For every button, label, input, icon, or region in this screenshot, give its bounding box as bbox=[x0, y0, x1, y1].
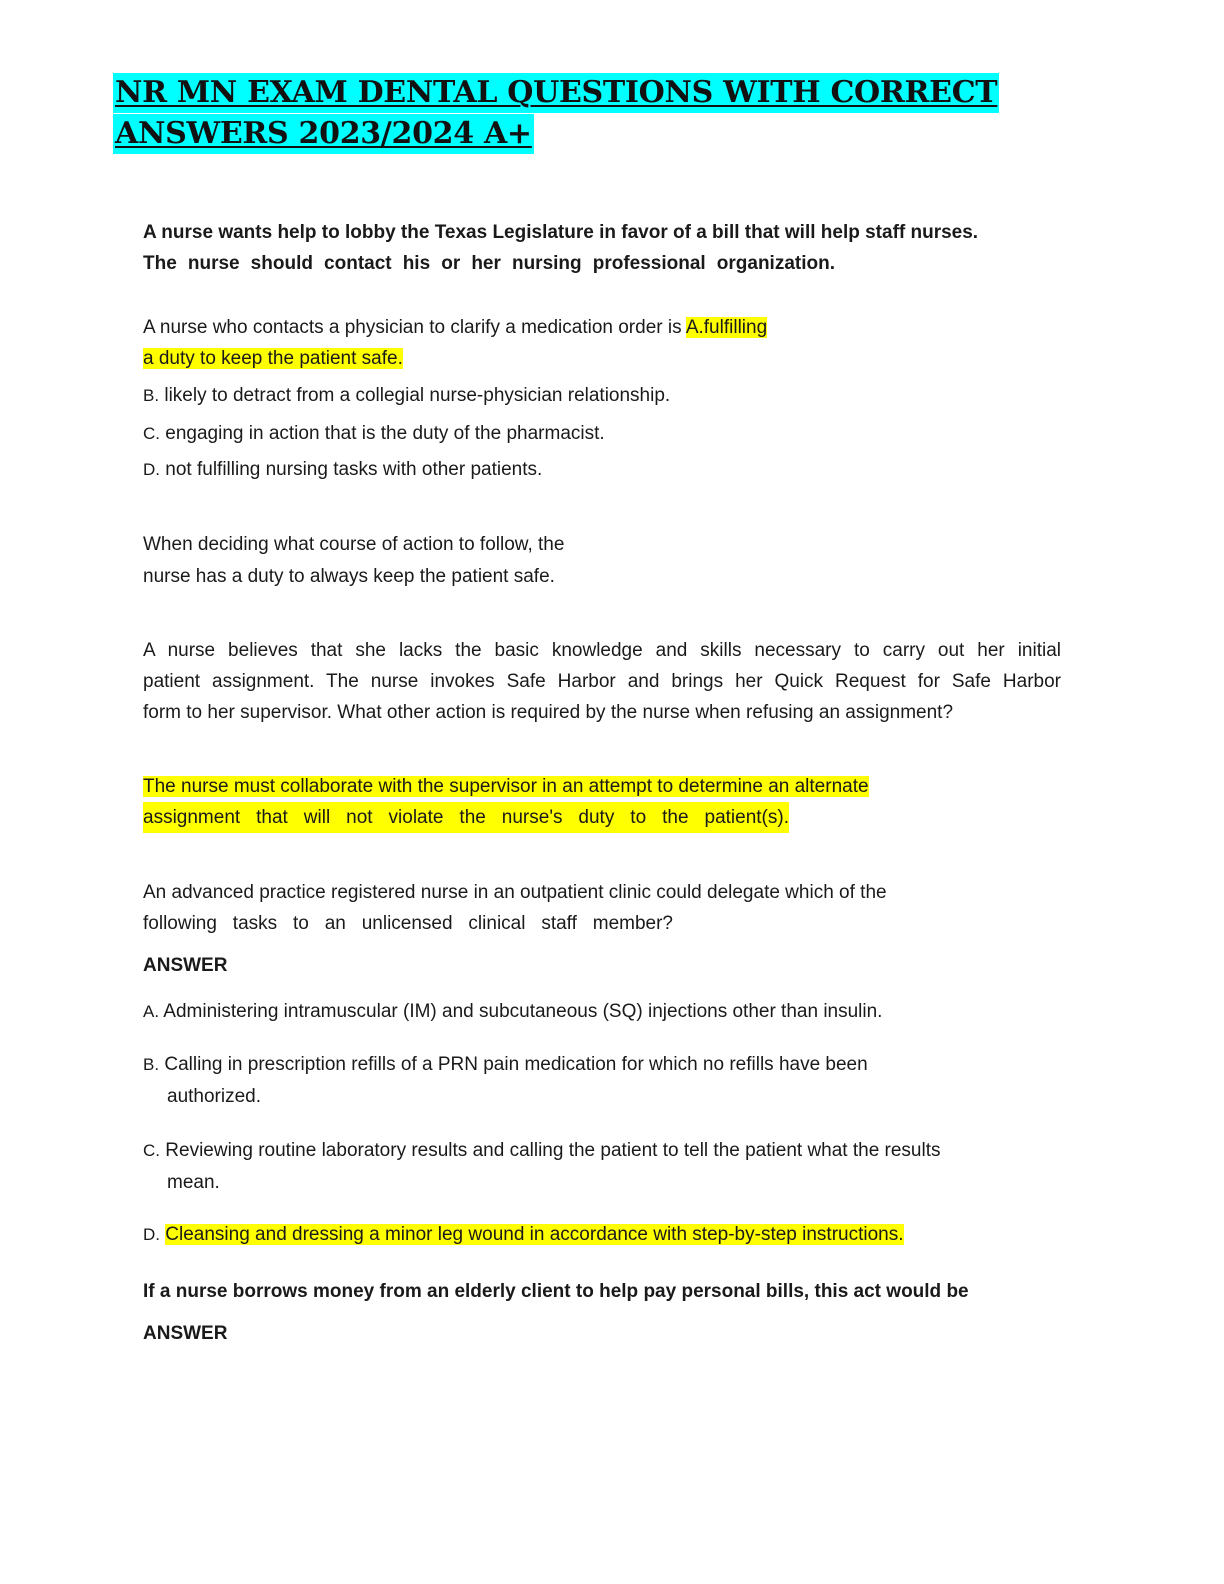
question-5-option-d bbox=[143, 1219, 904, 1250]
option-text-highlighted: Cleansing and dressing a minor leg wound in accordance with step-by-step instructions. bbox=[165, 1224, 904, 1245]
question-1-line-1: A nurse wants help to lobby the Texas Legislature in favor of a bill that will help staff nurses. bbox=[143, 222, 979, 243]
question-2-stem-row bbox=[143, 312, 767, 343]
question-5-option-a bbox=[143, 996, 882, 1027]
question-2-answer-a-part-1: A.fulfilling bbox=[685, 317, 768, 338]
question-5-option-b bbox=[143, 1049, 868, 1080]
option-letter: B. bbox=[143, 386, 160, 405]
question-2-answer-a-part-2: a duty to keep the patient safe. bbox=[143, 348, 403, 369]
question-2-option-b bbox=[143, 380, 670, 411]
question-5-line-2: following tasks to an unlicensed clinical staff member? bbox=[143, 913, 673, 934]
question-4-line-1: A nurse believes that she lacks the basic knowledge and skills necessary to carry out her initial bbox=[143, 640, 1061, 661]
question-4-answer-line-2: assignment that will not violate the nurse's duty to the patient(s). bbox=[143, 802, 789, 833]
option-text: Calling in prescription refills of a PRN pain medication for which no refills have been bbox=[159, 1054, 868, 1075]
question-2-option-d bbox=[143, 454, 542, 485]
option-text: likely to detract from a collegial nurse-physician relationship. bbox=[159, 385, 671, 406]
question-5-answer-label: ANSWER bbox=[143, 955, 228, 976]
question-1-line-2-wrap bbox=[143, 248, 835, 279]
option-letter: C. bbox=[143, 424, 160, 443]
question-4-answer-line-1: The nurse must collaborate with the supervisor in an attempt to determine an alternate bbox=[143, 776, 869, 797]
option-letter: C. bbox=[143, 1141, 160, 1160]
option-letter: D. bbox=[143, 1225, 160, 1244]
document-title-line-2: ANSWERS 2023/2024 A+ bbox=[113, 114, 534, 154]
question-5-option-c-continued: mean. bbox=[167, 1172, 220, 1193]
question-4-answer-row-1 bbox=[143, 771, 869, 802]
option-text: not fulfilling nursing tasks with other patients. bbox=[160, 459, 543, 480]
question-5-line-1: An advanced practice registered nurse in an outpatient clinic could delegate which of the bbox=[143, 882, 887, 903]
question-4-line-2: patient assignment. The nurse invokes Safe Harbor and brings her Quick Request for Safe Harbor bbox=[143, 671, 1061, 692]
question-4-answer-row-2 bbox=[143, 802, 789, 833]
question-5-option-c bbox=[143, 1135, 941, 1166]
option-text: engaging in action that is the duty of the pharmacist. bbox=[160, 423, 605, 444]
question-2-answer-a-row bbox=[143, 343, 403, 374]
question-6-answer-label: ANSWER bbox=[143, 1323, 228, 1344]
question-2-option-c bbox=[143, 418, 605, 449]
question-4-line-3: form to her supervisor. What other action is required by the nurse when refusing an assignment? bbox=[143, 702, 954, 723]
question-3-line-1: When deciding what course of action to follow, the bbox=[143, 534, 565, 555]
question-2-stem: A nurse who contacts a physician to clarify a medication order is bbox=[143, 317, 686, 338]
option-letter: D. bbox=[143, 460, 160, 479]
question-5-line-2-wrap bbox=[143, 908, 673, 939]
question-6-line-1: If a nurse borrows money from an elderly client to help pay personal bills, this act would be bbox=[143, 1281, 969, 1302]
option-letter: B. bbox=[143, 1055, 160, 1074]
document-title-line-1: NR MN EXAM DENTAL QUESTIONS WITH CORRECT bbox=[113, 73, 999, 113]
option-text: Reviewing routine laboratory results and calling the patient to tell the patient what the results bbox=[160, 1140, 941, 1161]
option-letter: A. bbox=[143, 1002, 160, 1021]
question-1-line-2: The nurse should contact his or her nursing professional organization. bbox=[143, 253, 835, 274]
question-5-option-b-continued: authorized. bbox=[167, 1086, 262, 1107]
question-4-paragraph bbox=[143, 635, 1061, 728]
question-3-line-2: nurse has a duty to always keep the patient safe. bbox=[143, 566, 555, 587]
option-text: Administering intramuscular (IM) and subcutaneous (SQ) injections other than insulin. bbox=[159, 1001, 883, 1022]
